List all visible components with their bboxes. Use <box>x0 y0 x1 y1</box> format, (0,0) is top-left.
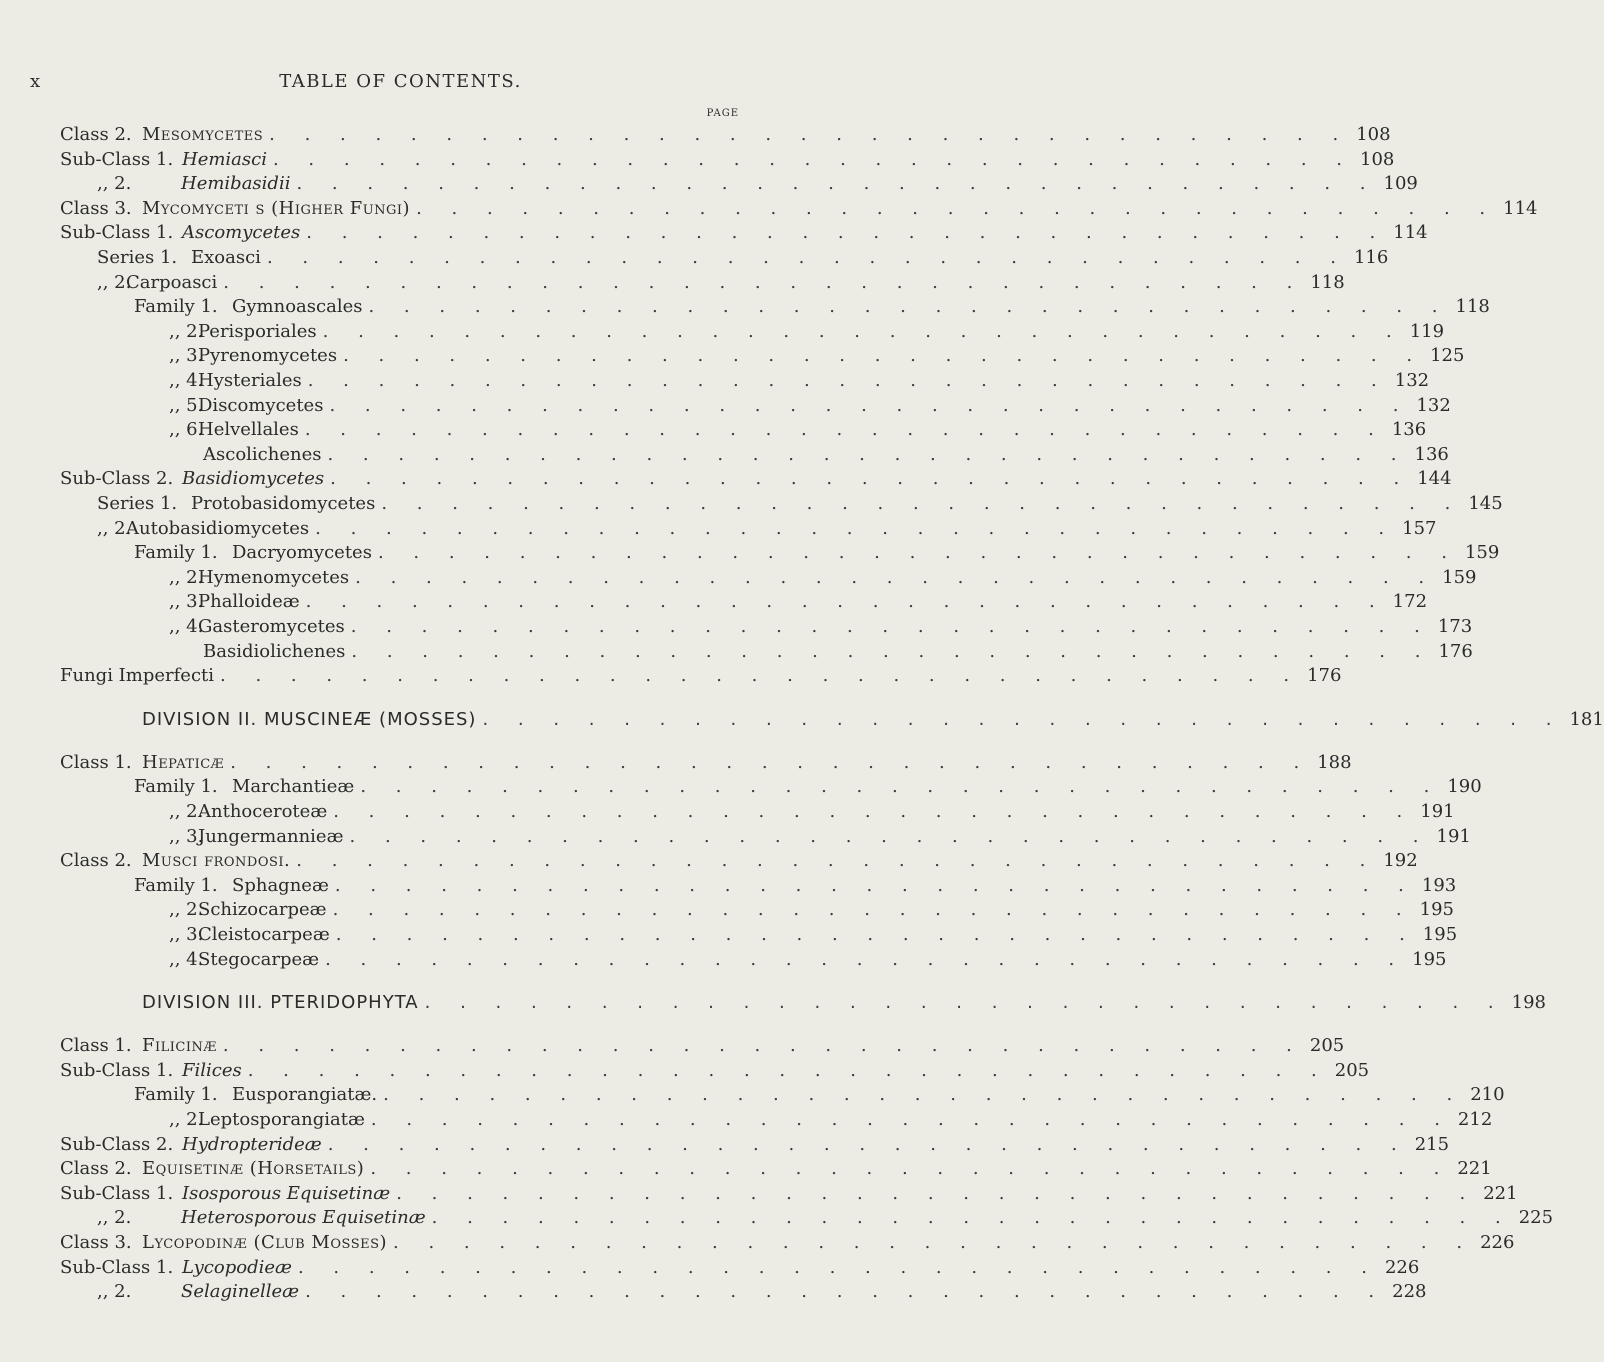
dot-leader: . . . . . . . . . . . . . . . . . . . . . . . . . . . . . . . <box>360 776 1442 798</box>
toc-entry <box>169 394 1451 418</box>
toc-entry <box>60 1034 1345 1058</box>
entry-title: Ascomycetes <box>182 222 301 244</box>
dot-leader: . . . . . . . . . . . . . . . . . . . . . . . . . . . . . . . <box>304 419 1386 441</box>
toc-entry <box>169 615 1473 639</box>
entry-page-number: 221 <box>1483 1182 1518 1204</box>
entry-prefix: Class 2. <box>60 124 132 145</box>
entry-title: Jungermannieæ <box>198 825 344 847</box>
entry-page-number: 191 <box>1420 801 1455 822</box>
entry-prefix: ,, 2. <box>97 1281 132 1303</box>
entry-page-number: 114 <box>1393 222 1428 244</box>
entry-prefix: ,, 2. <box>169 899 204 921</box>
entry-prefix: Sub-Class 1. <box>60 1182 174 1204</box>
entry-prefix: Sub-Class 2. <box>60 1133 174 1155</box>
entry-page-number: 145 <box>1468 493 1503 514</box>
entry-page-number: 157 <box>1402 517 1437 539</box>
entry-page-number: 221 <box>1457 1158 1492 1180</box>
entry-title: Sphagneæ <box>232 874 329 896</box>
division-heading <box>142 707 1604 733</box>
dot-leader: . . . . . . . . . . . . . . . . . . . . . . . . . . . . . . . <box>315 517 1397 539</box>
toc-entry <box>169 590 1428 614</box>
toc-entry <box>60 849 1418 873</box>
entry-title: Musci frondosi. <box>142 850 291 872</box>
entry-prefix: ,, 3. <box>169 825 204 847</box>
dot-leader: . . . . . . . . . . . . . . . . . . . . . . . . . . . . . . . <box>350 616 1432 637</box>
entry-page-number: 192 <box>1383 850 1418 872</box>
dot-leader: . . . . . . . . . . . . . . . . . . . . . . . . . . . . . . . <box>335 924 1417 945</box>
toc-entry <box>97 1206 1554 1230</box>
page-number: x <box>30 71 42 92</box>
entry-title: Pyrenomycetes <box>198 345 338 367</box>
toc-entry <box>60 751 1352 775</box>
dot-leader: . . . . . . . . . . . . . . . . . . . . . . . . . . . . . . . <box>393 1232 1475 1253</box>
entry-title: Gasteromycetes <box>198 616 345 637</box>
toc-entry <box>169 898 1454 922</box>
entry-prefix: Class 1. <box>60 751 132 773</box>
toc-entry <box>60 148 1395 172</box>
entry-page-number: 132 <box>1394 370 1430 391</box>
entry-page-number: 226 <box>1384 1256 1420 1278</box>
entry-page-number: 225 <box>1518 1207 1554 1229</box>
entry-prefix: Sub-Class 1. <box>60 1059 174 1081</box>
entry-title: Gymnoascales <box>232 296 363 318</box>
dot-leader: . . . . . . . . . . . . . . . . . . . . . . . . . . . . . . . <box>296 850 1378 872</box>
entry-prefix: Series 1. <box>97 247 178 268</box>
entry-prefix: Sub-Class 1. <box>60 148 174 170</box>
dot-leader: . . . . . . . . . . . . . . . . . . . . . . . . . . . . . . . <box>355 566 1437 588</box>
dot-leader: . . . . . . . . . . . . . . . . . . . . . . . . . . . . . . . <box>330 468 1412 490</box>
toc-entry <box>203 443 1449 467</box>
entry-title: Hemibasidii <box>181 173 291 195</box>
dot-leader: . . . . . . . . . . . . . . . . . . . . . . . . . . . . . . . <box>416 197 1498 219</box>
entry-page-number: 108 <box>1356 124 1391 145</box>
toc-entry <box>134 541 1500 565</box>
entry-page-number: 188 <box>1317 751 1352 773</box>
toc-entry <box>60 123 1391 147</box>
dot-leader: . . . . . . . . . . . . . . . . . . . . . . . . . . . . . . . <box>332 899 1414 921</box>
dot-leader: . . . . . . . . . . . . . . . . . . . . . . . . . . . . . . . <box>343 345 1425 367</box>
entry-title: Fungi Imperfecti <box>60 665 215 687</box>
toc-entry <box>169 418 1427 442</box>
toc-entry <box>134 1083 1505 1107</box>
entry-page-number: 144 <box>1417 468 1452 490</box>
entry-prefix: ,, 2. <box>97 1207 132 1229</box>
entry-prefix: ,, 4. <box>169 616 204 637</box>
entry-page-number: 119 <box>1409 320 1445 342</box>
entry-title: Marchantieæ <box>232 776 355 798</box>
toc-entry <box>169 369 1430 393</box>
entry-page-number: 176 <box>1438 640 1473 662</box>
entry-title: Helvellales <box>198 419 299 441</box>
toc-entry <box>60 1059 1370 1083</box>
entry-prefix: ,, 3. <box>169 924 204 945</box>
toc-entry <box>169 566 1477 590</box>
entry-page-number: 125 <box>1430 345 1465 367</box>
entry-title: Lycopodieæ <box>182 1256 292 1278</box>
entry-page-number: 226 <box>1480 1232 1515 1253</box>
dot-leader: . . . . . . . . . . . . . . . . . . . . . . . . . . . . . . . <box>333 801 1415 822</box>
entry-title: Autobasidiomycetes <box>126 517 310 539</box>
dot-leader: . . . . . . . . . . . . . . . . . . . . . . . . . . . . . . . <box>269 124 1351 145</box>
entry-prefix: Family 1. <box>134 296 218 318</box>
dot-leader: . . . . . . . . . . . . . . . . . . . . . . . . . . . . . . . <box>305 1281 1387 1303</box>
entry-page-number: 118 <box>1455 296 1490 318</box>
entry-prefix: ,, 3. <box>169 345 204 367</box>
entry-page-number: 118 <box>1310 271 1345 293</box>
entry-title: Lycopodinæ (Club Mosses) <box>142 1232 388 1253</box>
entry-page-number: 159 <box>1464 542 1500 564</box>
entry-prefix: ,, 2. <box>169 566 204 588</box>
entry-title: Ascolichenes <box>203 443 322 465</box>
entry-page-number: 215 <box>1414 1133 1450 1155</box>
entry-prefix: Class 3. <box>60 197 132 219</box>
entry-prefix: ,, 2. <box>97 517 132 539</box>
entry-title: Protobasidomycetes <box>191 493 376 514</box>
dot-leader: . . . . . . . . . . . . . . . . . . . . . . . . . . . . . . . <box>272 148 1355 170</box>
dot-leader: . . . . . . . . . . . . . . . . . . . . . . . . . . . . . . . <box>381 493 1463 514</box>
toc-entry <box>60 1157 1492 1181</box>
toc-entry <box>97 246 1389 270</box>
dot-leader: . . . . . . . . . . . . . . . . . . . . . . . . . . . . . . . <box>424 992 1506 1014</box>
dot-leader: . . . . . . . . . . . . . . . . . . . . . . . . . . . . . . . <box>349 825 1431 847</box>
entry-page-number: 195 <box>1422 924 1458 945</box>
toc-entry <box>169 1108 1493 1132</box>
dot-leader: . . . . . . . . . . . . . . . . . . . . . . . . . . . . . . . <box>370 1109 1452 1130</box>
toc-entry <box>97 492 1503 516</box>
toc-entry <box>169 320 1445 344</box>
entry-page-number: 159 <box>1442 566 1477 588</box>
toc-entry <box>60 1182 1518 1206</box>
dot-leader: . . . . . . . . . . . . . . . . . . . . . . . . . . . . . . . <box>322 320 1404 342</box>
dot-leader: . . . . . . . . . . . . . . . . . . . . . . . . . . . . . . . <box>230 751 1312 773</box>
toc-entry <box>97 1280 1427 1304</box>
entry-page-number: 191 <box>1436 825 1471 847</box>
entry-page-number: 205 <box>1309 1035 1345 1057</box>
entry-title: Hepaticæ <box>142 751 225 773</box>
entry-prefix: ,, 4. <box>169 370 204 391</box>
dot-leader: . . . . . . . . . . . . . . . . . . . . . . . . . . . . . . . <box>247 1059 1329 1081</box>
dot-leader: . . . . . . . . . . . . . . . . . . . . . . . . . . . . . . . <box>482 708 1564 730</box>
toc-entry <box>97 271 1345 295</box>
toc-entry <box>134 874 1457 898</box>
entry-prefix: ,, 6. <box>169 419 204 441</box>
entry-page-number: 181 <box>1569 708 1604 730</box>
entry-title: Basidiolichenes <box>203 640 346 662</box>
toc-entry <box>169 800 1455 824</box>
entry-page-number: 116 <box>1353 247 1389 268</box>
dot-leader: . . . . . . . . . . . . . . . . . . . . . . . . . . . . . . . <box>305 591 1387 613</box>
entry-prefix: Class 2. <box>60 1158 132 1180</box>
entry-page-number: 212 <box>1457 1109 1493 1130</box>
entry-page-number: 193 <box>1421 874 1457 896</box>
entry-prefix: ,, 4. <box>169 948 204 970</box>
entry-prefix: Family 1. <box>134 776 218 798</box>
entry-title: Equisetinæ (Horsetails) <box>142 1158 365 1180</box>
toc-entry <box>60 1231 1515 1255</box>
entry-prefix: Family 1. <box>134 874 218 896</box>
entry-page-number: 228 <box>1392 1281 1427 1303</box>
entry-title: Hymenomycetes <box>198 566 350 588</box>
entry-title: Hemiasci <box>182 148 267 170</box>
entry-prefix: ,, 2. <box>169 320 204 342</box>
dot-leader: . . . . . . . . . . . . . . . . . . . . . . . . . . . . . . . <box>383 1084 1465 1106</box>
toc-entry <box>134 775 1482 799</box>
toc-entry <box>60 467 1452 491</box>
dot-leader: . . . . . . . . . . . . . . . . . . . . . . . . . . . . . . . <box>223 271 1305 293</box>
entry-title: Basidiomycetes <box>182 468 325 490</box>
entry-prefix: ,, 2. <box>97 173 132 195</box>
toc-entry <box>60 1133 1450 1157</box>
entry-page-number: 108 <box>1360 148 1395 170</box>
dot-leader: . . . . . . . . . . . . . . . . . . . . . . . . . . . . . . . <box>368 296 1450 318</box>
entry-page-number: 136 <box>1414 443 1449 465</box>
entry-page-number: 195 <box>1412 948 1447 970</box>
toc-entry <box>60 221 1428 245</box>
toc-entry <box>97 517 1437 541</box>
entry-title: Exoasci <box>191 247 261 268</box>
entry-prefix: Class 3. <box>60 1232 132 1253</box>
toc-entry <box>60 1256 1420 1280</box>
entry-page-number: 190 <box>1447 776 1482 798</box>
entry-prefix: Sub-Class 2. <box>60 468 174 490</box>
entry-title: Discomycetes <box>198 394 324 416</box>
entry-page-number: 198 <box>1511 992 1547 1014</box>
entry-title: Carpoasci <box>126 271 218 293</box>
entry-title: Filicinæ <box>142 1035 217 1057</box>
entry-page-number: 176 <box>1307 665 1342 687</box>
entry-title: Hysteriales <box>198 370 302 391</box>
dot-leader: . . . . . . . . . . . . . . . . . . . . . . . . . . . . . . . <box>351 640 1433 662</box>
dot-leader: . . . . . . . . . . . . . . . . . . . . . . . . . . . . . . . <box>431 1207 1513 1229</box>
dot-leader: . . . . . . . . . . . . . . . . . . . . . . . . . . . . . . . <box>329 394 1411 416</box>
entry-title: DIVISION II. MUSCINEÆ (MOSSES) <box>142 708 477 730</box>
entry-prefix: ,, 3. <box>169 591 204 613</box>
dot-leader: . . . . . . . . . . . . . . . . . . . . . . . . . . . . . . . <box>266 247 1348 268</box>
entry-prefix: ,, 2. <box>169 1109 204 1130</box>
entry-title: Perisporiales <box>198 320 317 342</box>
entry-prefix: Family 1. <box>134 542 218 564</box>
dot-leader: . . . . . . . . . . . . . . . . . . . . . . . . . . . . . . . <box>327 1133 1409 1155</box>
entry-prefix: Class 2. <box>60 850 132 872</box>
entry-title: Phalloideæ <box>198 591 300 613</box>
running-head: TABLE OF CONTENTS. <box>279 71 522 92</box>
dot-leader: . . . . . . . . . . . . . . . . . . . . . . . . . . . . . . . <box>307 370 1389 391</box>
dot-leader: . . . . . . . . . . . . . . . . . . . . . . . . . . . . . . . <box>370 1158 1452 1180</box>
entry-title: Cleistocarpeæ <box>198 924 330 945</box>
entry-page-number: 210 <box>1470 1084 1505 1106</box>
division-heading <box>142 990 1547 1016</box>
dot-leader: . . . . . . . . . . . . . . . . . . . . . . . . . . . . . . . <box>222 1035 1304 1057</box>
entry-title: Mycomyceti s (Higher Fungi) <box>142 197 411 219</box>
dot-leader: . . . . . . . . . . . . . . . . . . . . . . . . . . . . . . . <box>296 173 1378 195</box>
toc-entry <box>169 923 1458 947</box>
entry-title: Heterosporous Equisetinæ <box>181 1207 426 1229</box>
entry-title: Anthoceroteæ <box>198 801 328 822</box>
entry-title: Selaginelleæ <box>181 1281 300 1303</box>
dot-leader: . . . . . . . . . . . . . . . . . . . . . . . . . . . . . . . <box>306 222 1388 244</box>
entry-page-number: 195 <box>1419 899 1454 921</box>
entry-prefix: ,, 2. <box>97 271 132 293</box>
entry-title: Hydropterideæ <box>182 1133 322 1155</box>
entry-prefix: Sub-Class 1. <box>60 222 174 244</box>
entry-prefix: Class 1. <box>60 1035 132 1057</box>
dot-leader: . . . . . . . . . . . . . . . . . . . . . . . . . . . . . . . <box>325 948 1407 970</box>
entry-page-number: 172 <box>1392 591 1428 613</box>
entry-page-number: 109 <box>1383 173 1418 195</box>
entry-title: Eusporangiatæ. <box>232 1084 378 1106</box>
entry-title: Schizocarpeæ <box>198 899 327 921</box>
entry-prefix: ,, 2. <box>169 801 204 822</box>
toc-entry <box>60 197 1538 221</box>
dot-leader: . . . . . . . . . . . . . . . . . . . . . . . . . . . . . . . <box>377 542 1459 564</box>
dot-leader: . . . . . . . . . . . . . . . . . . . . . . . . . . . . . . . <box>327 443 1409 465</box>
dot-leader: . . . . . . . . . . . . . . . . . . . . . . . . . . . . . . . <box>220 665 1302 687</box>
entry-title: Dacryomycetes <box>232 542 372 564</box>
entry-page-number: 205 <box>1334 1059 1370 1081</box>
entry-page-number: 173 <box>1437 616 1473 637</box>
toc-entry <box>203 640 1473 664</box>
toc-entry <box>60 664 1342 688</box>
entry-title: Isosporous Equisetinæ <box>182 1182 391 1204</box>
page-column-label: PAGE <box>706 108 739 119</box>
entry-prefix: Sub-Class 1. <box>60 1256 174 1278</box>
entry-title: Leptosporangiatæ <box>198 1109 365 1130</box>
entry-prefix: Family 1. <box>134 1084 218 1106</box>
entry-page-number: 114 <box>1503 197 1538 219</box>
dot-leader: . . . . . . . . . . . . . . . . . . . . . . . . . . . . . . . <box>297 1256 1379 1278</box>
toc-entry <box>169 825 1471 849</box>
entry-page-number: 132 <box>1416 394 1451 416</box>
dot-leader: . . . . . . . . . . . . . . . . . . . . . . . . . . . . . . . <box>334 874 1416 896</box>
toc-entry <box>169 344 1465 368</box>
entry-title: Stegocarpeæ <box>198 948 320 970</box>
dot-leader: . . . . . . . . . . . . . . . . . . . . . . . . . . . . . . . <box>396 1182 1478 1204</box>
entry-title: Filices <box>182 1059 242 1081</box>
entry-title: DIVISION III. PTERIDOPHYTA <box>142 992 419 1014</box>
toc-entry <box>97 172 1418 196</box>
toc-entry <box>134 295 1490 319</box>
entry-prefix: Series 1. <box>97 493 178 514</box>
toc-entry <box>169 948 1447 972</box>
entry-page-number: 136 <box>1391 419 1427 441</box>
entry-prefix: ,, 5. <box>169 394 204 416</box>
entry-title: Mesomycetes <box>142 124 264 145</box>
